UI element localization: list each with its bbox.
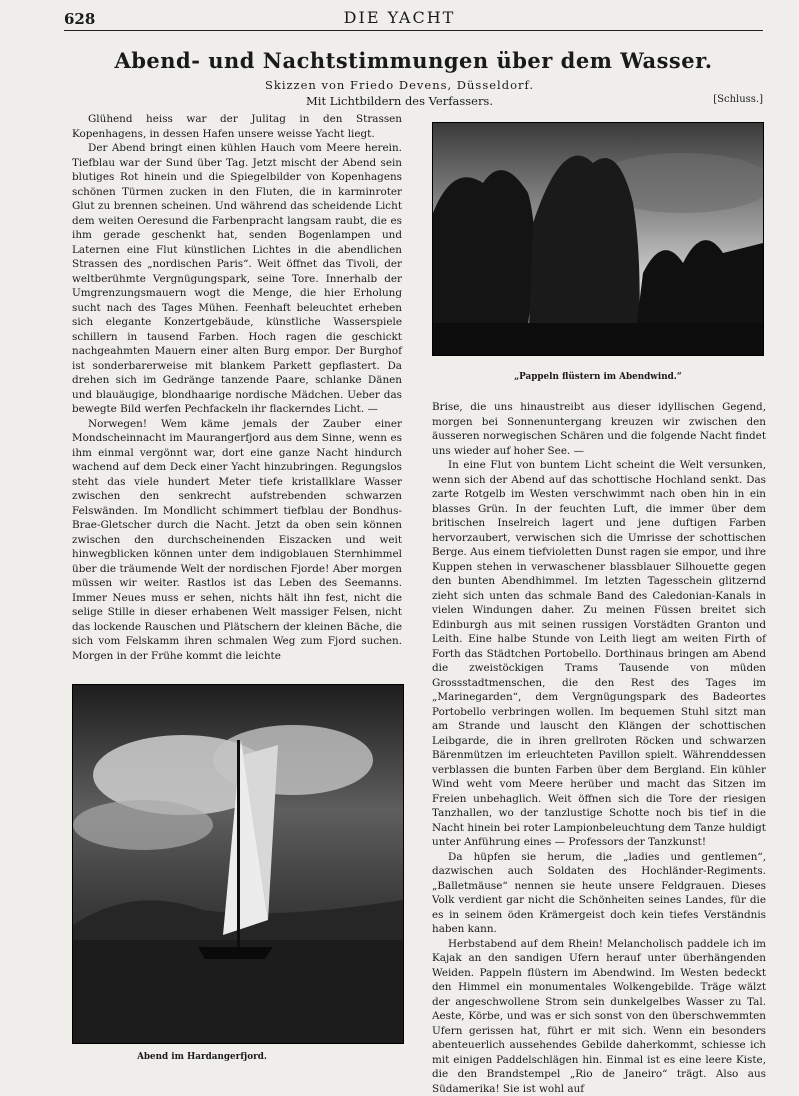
article-subtitle: Skizzen von Friedo Devens, Düsseldorf.: [0, 78, 799, 92]
text-column-left: [72, 112, 402, 663]
paragraph: Norwegen! Wem käme jemals der Zauber einer Mondscheinnacht im Maurangerfjord aus dem Sinne, wenn es ihm einmal vergönnt war, dort eine ganze Nacht hindurch wachend auf dem Deck einer Yacht hinzubringen. Regungslos steht das viele hundert Meter tiefe kristallklare Wasser zwischen den senkrecht aufstrebenden schwarzen Felswänden. Im Mondlicht schimmert tiefblau der Bondhus-Brae-Gletscher durch die Nacht. Jetzt da oben sein können zwischen den durchscheinenden Eiszacken und weit hinwegblicken können unter dem indigoblauen Sternhimmel über die träumende Welt der nordischen Fjorde! Aber morgen müssen wir weiter. Rastlos ist das Leben des Seemanns. Immer Neues muss er sehen, nichts hält ihn fest, nicht die selige Stille in dieser erhabenen Welt massiger Felsen, nicht das lockende Rauschen und Plätschern der kleinen Bäche, die sich vom Felskamm ihren schmalen Weg zum Fjord suchen. Morgen in der Frühe kommt die leichte: [72, 417, 402, 664]
header-rule: [64, 30, 763, 31]
running-header: DIE YACHT: [0, 8, 799, 27]
page-number: 628: [64, 10, 95, 28]
text-column-right: [432, 400, 766, 1096]
photo-poplars: [432, 122, 764, 356]
photo-credit: Mit Lichtbildern des Verfassers.: [0, 94, 799, 108]
paragraph: Der Abend bringt einen kühlen Hauch vom Meere herein. Tiefblau war der Sund über Tag. Jetzt mischt der Abend sein blutiges Rot hinein und die Spiegelbilder von Kopenhagens schönen Türmen zucken in den Fluten, die in karminroter Glut zu brennen scheinen. Und während das scheidende Licht dem weiten Oeresund die Farbenpracht langsam raubt, die es ihm gerade geschenkt hat, senden Bogenlampen und Laternen eine Flut künstlichen Lichtes in die abendlichen Strassen des „nordischen Paris“. Weit öffnet das Tivoli, der weltberühmte Vergnügungspark, seine Tore. Innerhalb der Umgrenzungsmauern wogt die Menge, die hier Erholung sucht nach des Tages Mühen. Feenhaft beleuchtet erheben sich elegante Konzertgebäude, künstliche Wasserspiele schillern in tausend Farben. Hoch ragen die geschickt nachgeahmten Mauern einer alten Burg empor. Der Burghof ist sonderbarerweise mit blankem Parkett gepflastert. Da drehen sich im Gedränge tanzende Paare, schlanke Dänen und blauäugige, blondhaarige nordische Mädchen. Ueber das bewegte Bild werfen Pechfackeln ihr flackerndes Licht. —: [72, 141, 402, 417]
article-title: Abend- und Nachtstimmungen über dem Wasser.: [64, 48, 763, 73]
paragraph: Herbstabend auf dem Rhein! Melancholisch paddele ich im Kajak an den sandigen Ufern herauf unter überhängenden Weiden. Pappeln flüstern im Abendwind. Im Westen bedeckt den Himmel ein monumentales Wolkengebilde. Träge wälzt der angeschwollene Strom sein dunkelgelbes Wasser zu Tal. Aeste, Körbe, und was er sich sonst von den überschwemmten Ufern gerissen hat, führt er mit sich. Wenn ein besonders abenteuerlich aussehendes Gebilde daherkommt, schiesse ich mit einigen Paddelschlägen hin. Einmal ist es eine leere Kiste, die den Brandstempel „Rio de Janeiro“ trägt. Also aus Südamerika! Sie ist wohl auf: [432, 937, 766, 1096]
photo-hardangerfjord: [72, 684, 404, 1044]
continuation-mark: [Schluss.]: [713, 94, 763, 105]
figure-caption: Abend im Hardangerfjord.: [72, 1052, 332, 1062]
paragraph: Da hüpfen sie herum, die „ladies und gentlemen“, dazwischen auch Soldaten des Hochländer-Regiments. „Balletmäuse“ nennen sie heute unsere Feldgrauen. Dieses Volk verdient gar nicht die Schönheiten seines Landes, für die es in seinem öden Krämergeist doch kein tiefes Verständnis haben kann.: [432, 850, 766, 937]
paragraph: Glühend heiss war der Julitag in den Strassen Kopenhagens, in dessen Hafen unsere weisse Yacht liegt.: [72, 112, 402, 141]
paragraph: In eine Flut von buntem Licht scheint die Welt versunken, wenn sich der Abend auf das schottische Hochland senkt. Das zarte Rotgelb im Westen verschwimmt nach oben hin in ein blasses Grün. In der feuchten Luft, die immer über dem britischen Inselreich lagert und jene duftigen Farben hervorzaubert, verwischen sich die Umrisse der schottischen Berge. Aus einem tiefvioletten Dunst ragen sie empor, und ihre Kuppen stehen in verwaschener blassblauer Silhouette gegen den bunten Abendhimmel. Im letzten Tagesschein glitzernd zieht sich unten das schmale Band des Caledonian-Kanals in vielen Windungen daher. Zu meinen Füssen breitet sich Edinburgh aus mit seinen russigen Vorstädten Granton und Leith. Eine halbe Stunde von Leith liegt am weiten Firth of Forth das Städtchen Portobello. Dorthinaus bringen am Abend die zweistöckigen Trams Tausende von müden Grossstadtmenschen, die den Rest des Tages im „Marinegarden“, dem Vergnügungspark des Badeortes Portobello verbringen wollen. Im bequemen Stuhl sitzt man am Strande und lauscht den Klängen der schottischen Leibgarde, die in ihren grellroten Röcken und schwarzen Bärenmützen im erleuchteten Pavillon spielt. Währenddessen verblassen die bunten Farben über dem Bergland. Ein kühler Wind weht vom Meere herüber und macht das Sitzen im Freien unbehaglich. Weit öffnen sich die Tore der riesigen Tanzhallen, wo der tanzlustige Schotte noch bis tief in die Nacht hinein bei roter Lampionbeleuchtung dem Tanze huldigt unter Anführung eines — Professors der Tanzkunst!: [432, 458, 766, 850]
paragraph: Brise, die uns hinaustreibt aus dieser idyllischen Gegend, morgen bei Sonnenuntergang kreuzen wir zwischen den äusseren norwegischen Schären und die folgende Nacht findet uns wieder auf hoher See. —: [432, 400, 766, 458]
figure-caption: „Pappeln flüstern im Abendwind.“: [432, 372, 764, 382]
